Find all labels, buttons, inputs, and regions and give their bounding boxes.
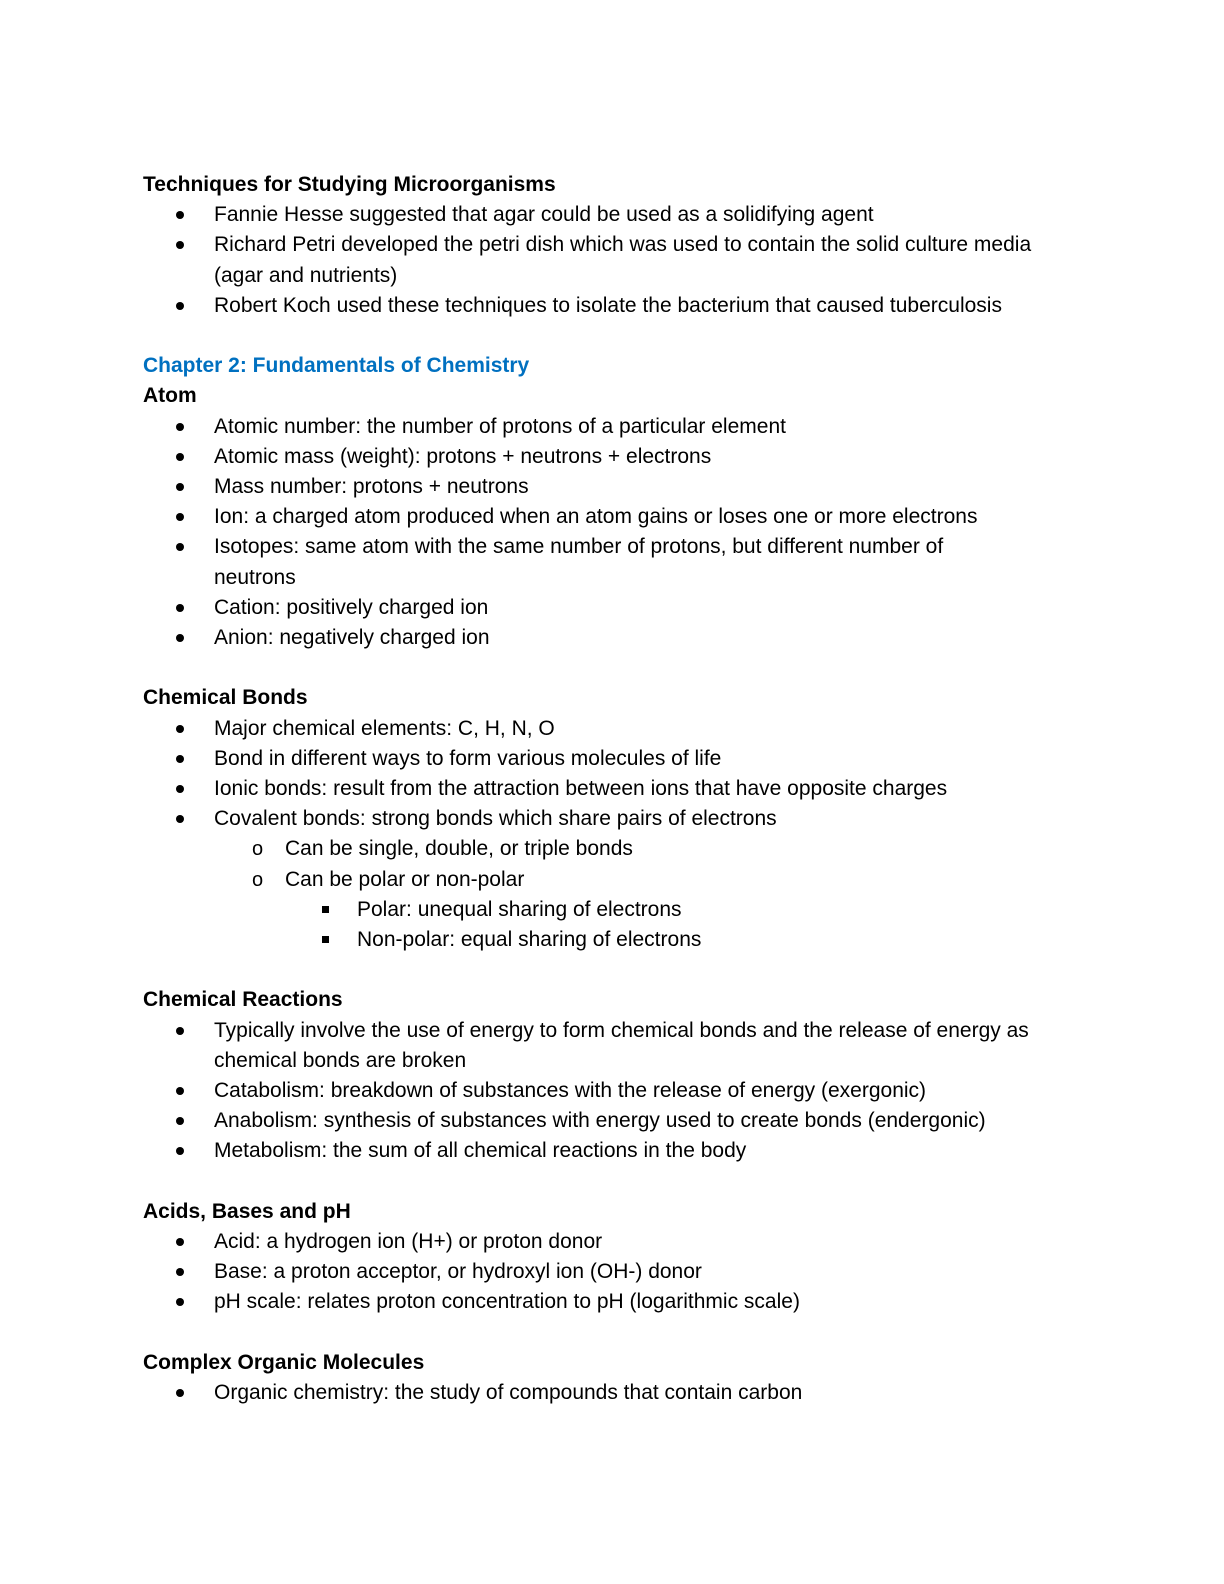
section-heading: Chemical Reactions bbox=[143, 988, 343, 1012]
list-item-text: Polar: unequal sharing of electrons bbox=[357, 897, 682, 921]
list-item-text: pH scale: relates proton concentration to pH (logarithmic scale) bbox=[214, 1290, 800, 1314]
circle-bullet-icon: o bbox=[252, 868, 264, 891]
list-item-text: Atomic number: the number of protons of a particular element bbox=[214, 414, 786, 438]
list-item-text: Metabolism: the sum of all chemical reactions in the body bbox=[214, 1139, 747, 1163]
list-item bbox=[143, 623, 1083, 653]
list-item bbox=[143, 1136, 1083, 1166]
list-item bbox=[143, 1257, 1083, 1287]
circle-bullet-icon: o bbox=[252, 838, 264, 861]
list-item bbox=[143, 291, 1083, 321]
list-item bbox=[143, 1106, 1083, 1136]
list-item bbox=[143, 593, 1083, 623]
chapter-title: Chapter 2: Fundamentals of Chemistry bbox=[143, 354, 530, 378]
list-item-text: Robert Koch used these techniques to isolate the bacterium that caused tuberculosis bbox=[214, 293, 1002, 317]
list-item-text: Catabolism: breakdown of substances with the release of energy (exergonic) bbox=[214, 1079, 927, 1103]
list-item-text: Fannie Hesse suggested that agar could be used as a solidifying agent bbox=[214, 203, 874, 227]
list-item bbox=[143, 1287, 1083, 1317]
list-item-text: Anabolism: synthesis of substances with energy used to create bonds (endergonic) bbox=[214, 1109, 986, 1133]
sub-list-item bbox=[143, 865, 1083, 895]
list-item-text: Organic chemistry: the study of compounds that contain carbon bbox=[214, 1381, 803, 1405]
list-item bbox=[143, 532, 1083, 592]
list-item-text: Mass number: protons + neutrons bbox=[214, 475, 529, 499]
bullet-list bbox=[143, 1378, 1083, 1408]
section-atom bbox=[143, 351, 1083, 653]
list-item-text: Non-polar: equal sharing of electrons bbox=[357, 928, 702, 952]
list-item-text: Isotopes: same atom with the same number of protons, but different number of neutrons bbox=[214, 535, 944, 589]
section-acids-bases bbox=[143, 1197, 1083, 1318]
sub-list-item bbox=[143, 834, 1083, 864]
list-item-text: Can be polar or non-polar bbox=[285, 867, 525, 891]
list-item-text: Cation: positively charged ion bbox=[214, 595, 489, 619]
list-item-text: Ionic bonds: result from the attraction between ions that have opposite charges bbox=[214, 777, 948, 801]
list-item bbox=[143, 502, 1083, 532]
list-item bbox=[143, 774, 1083, 804]
document-page bbox=[143, 170, 1083, 1408]
list-item bbox=[143, 1378, 1083, 1408]
list-item-text: Bond in different ways to form various molecules of life bbox=[214, 746, 722, 770]
list-item bbox=[143, 714, 1083, 744]
list-item bbox=[143, 412, 1083, 442]
list-item bbox=[143, 804, 1083, 834]
list-item bbox=[143, 1076, 1083, 1106]
list-item bbox=[143, 200, 1083, 230]
list-item bbox=[143, 1227, 1083, 1257]
list-item-text: Acid: a hydrogen ion (H+) or proton donor bbox=[214, 1230, 603, 1254]
bullet-list bbox=[143, 714, 1083, 956]
sub-sub-list-item bbox=[143, 895, 1083, 925]
list-item-text: Ion: a charged atom produced when an atom gains or loses one or more electrons bbox=[214, 505, 978, 529]
section-techniques bbox=[143, 170, 1083, 321]
list-item bbox=[143, 230, 1083, 290]
list-item-text: Major chemical elements: C, H, N, O bbox=[214, 716, 555, 740]
list-item bbox=[143, 442, 1083, 472]
list-item-text: Can be single, double, or triple bonds bbox=[285, 837, 633, 861]
list-item-text: Richard Petri developed the petri dish which was used to contain the solid culture media (agar and nutrients) bbox=[214, 233, 1032, 287]
section-organic-molecules bbox=[143, 1348, 1083, 1408]
section-heading: Atom bbox=[143, 384, 197, 408]
list-item-text: Anion: negatively charged ion bbox=[214, 626, 490, 650]
section-heading: Acids, Bases and pH bbox=[143, 1199, 351, 1223]
bullet-list bbox=[143, 412, 1083, 654]
bullet-list bbox=[143, 1227, 1083, 1318]
list-item bbox=[143, 472, 1083, 502]
list-item-text: Covalent bonds: strong bonds which share pairs of electrons bbox=[214, 807, 777, 831]
list-item bbox=[143, 744, 1083, 774]
section-chemical-reactions bbox=[143, 985, 1083, 1166]
bullet-list bbox=[143, 1016, 1083, 1167]
list-item-text: Base: a proton acceptor, or hydroxyl ion (OH-) donor bbox=[214, 1260, 702, 1284]
section-heading: Chemical Bonds bbox=[143, 686, 308, 710]
section-heading: Techniques for Studying Microorganisms bbox=[143, 173, 556, 196]
section-chemical-bonds bbox=[143, 683, 1083, 955]
bullet-list bbox=[143, 200, 1083, 321]
list-item-text: Typically involve the use of energy to form chemical bonds and the release of energy as chemical bonds are broken bbox=[214, 1018, 1029, 1072]
list-item bbox=[143, 1016, 1083, 1076]
list-item-text: Atomic mass (weight): protons + neutrons + electrons bbox=[214, 444, 712, 468]
section-heading: Complex Organic Molecules bbox=[143, 1350, 425, 1374]
sub-sub-list-item bbox=[143, 925, 1083, 955]
